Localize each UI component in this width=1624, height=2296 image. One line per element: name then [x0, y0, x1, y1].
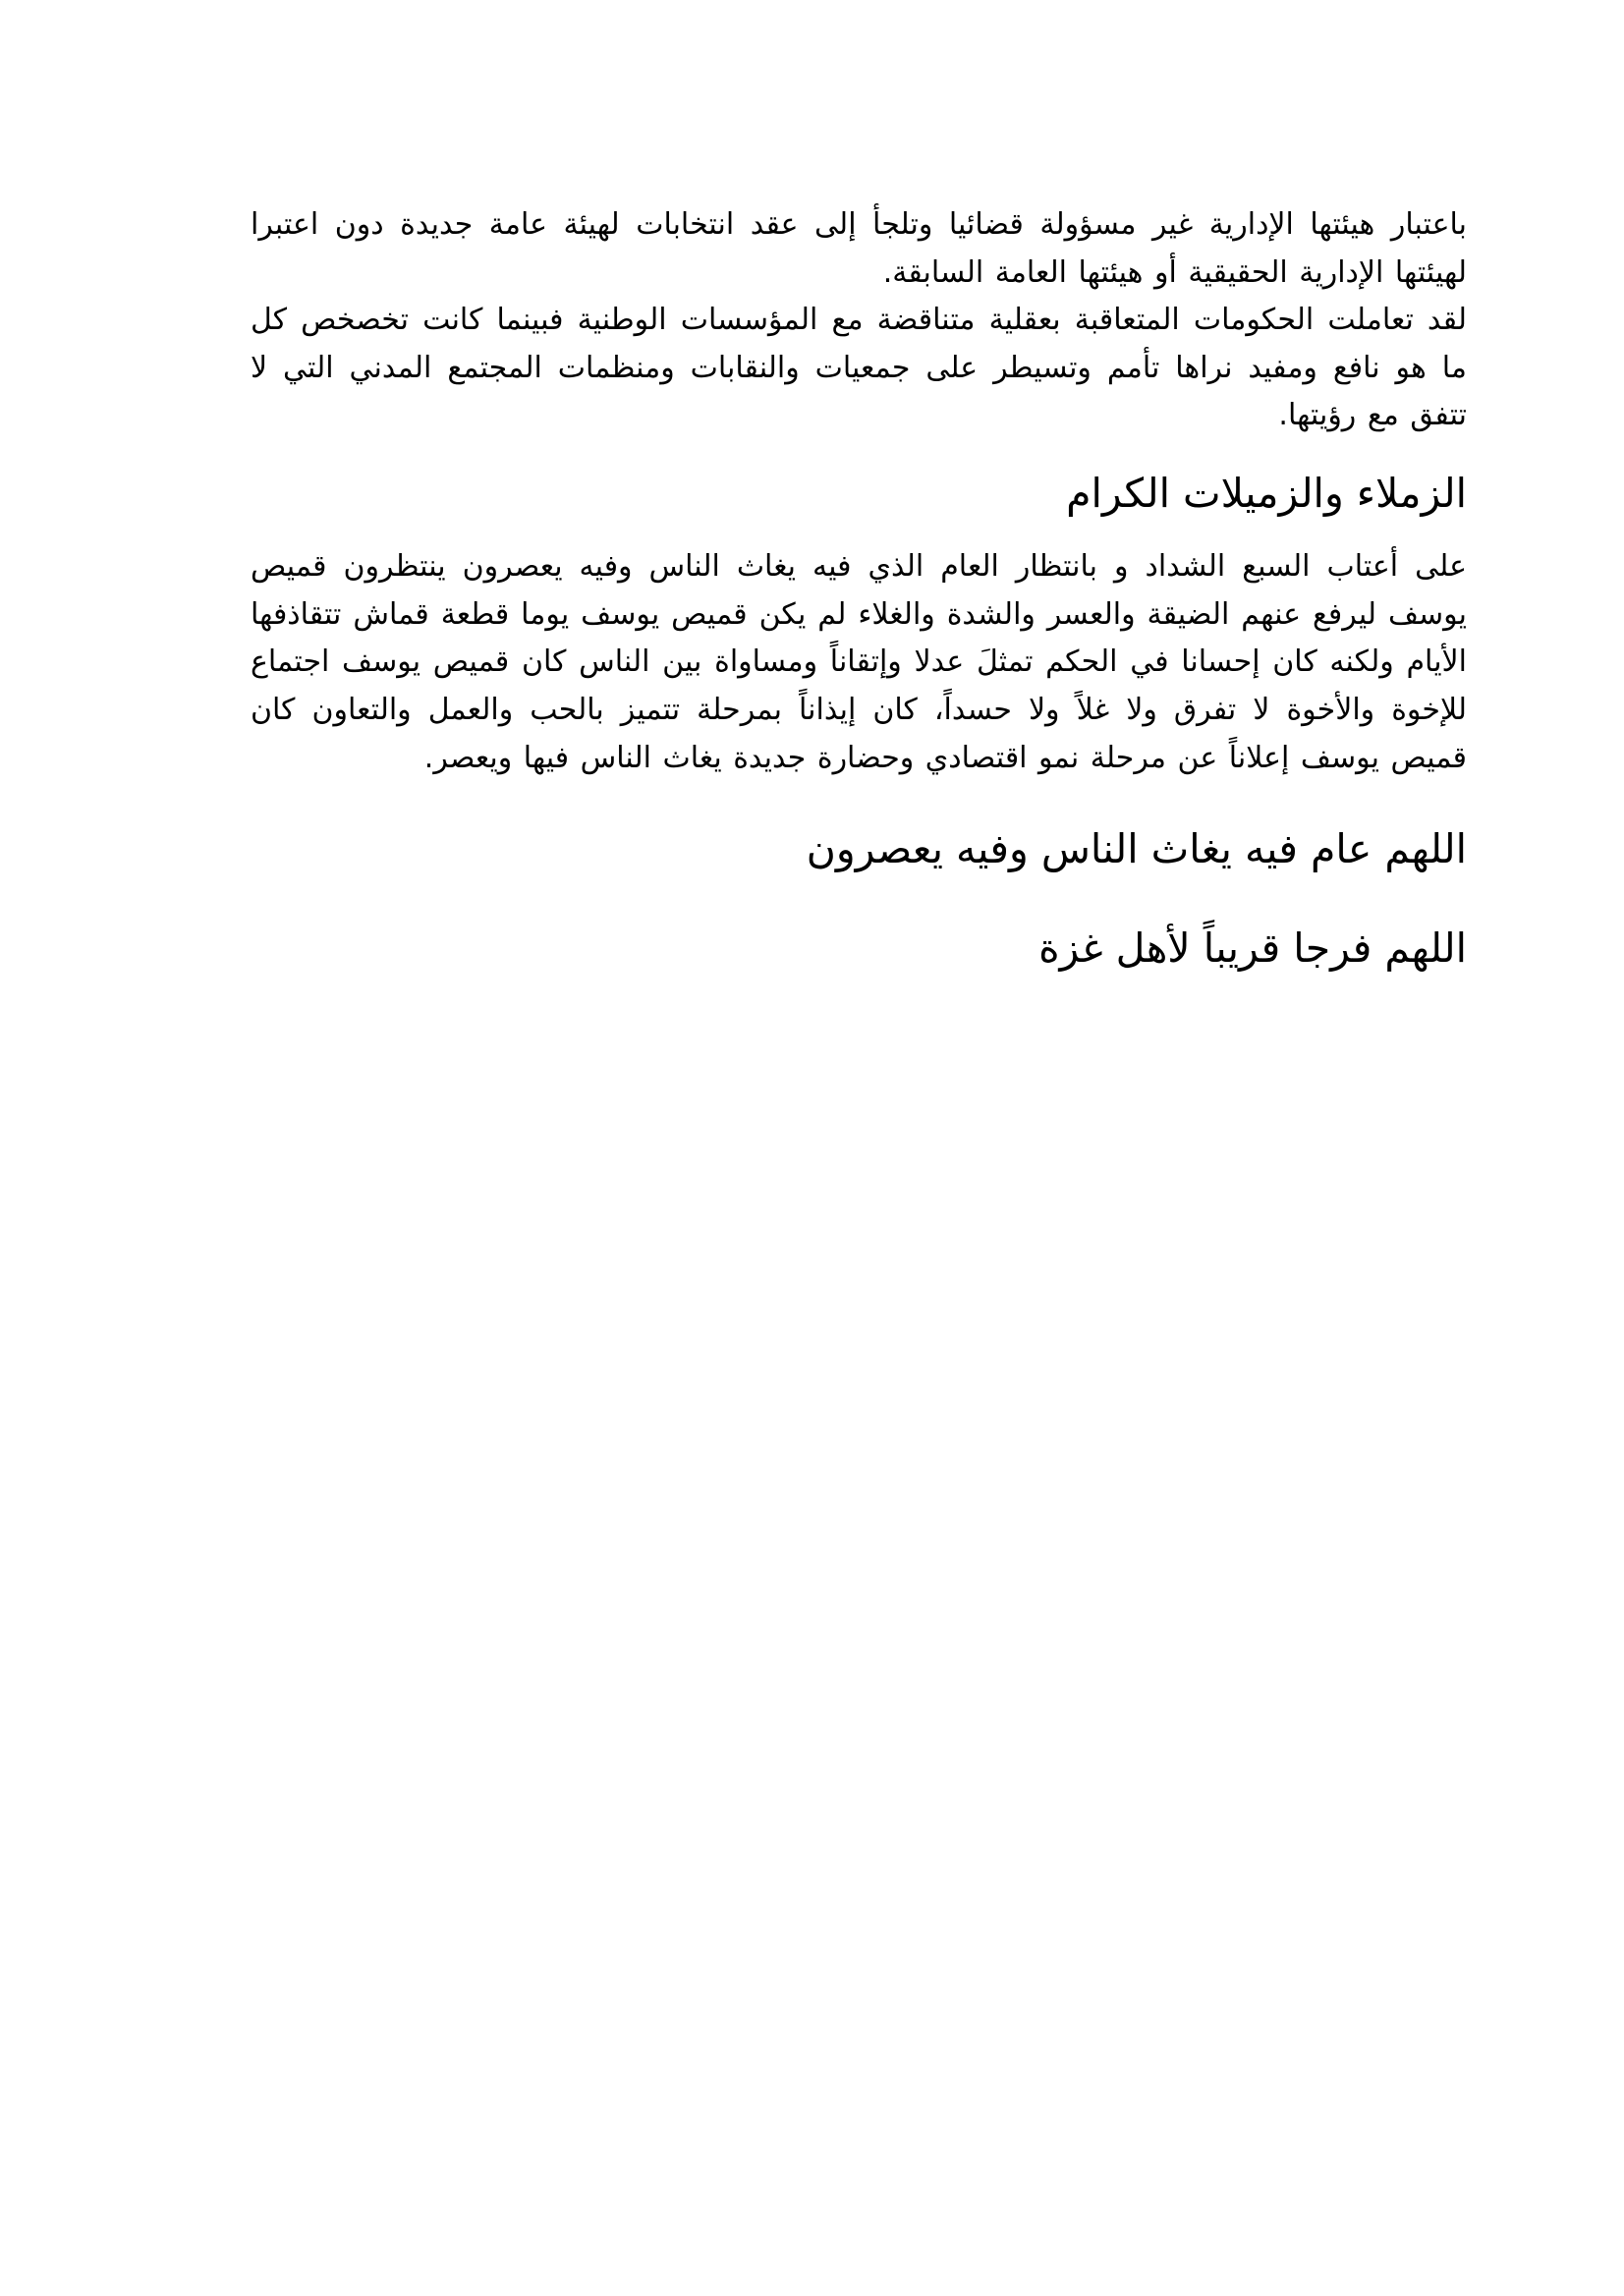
paragraph-successive-governments: لقد تعاملت الحكومات المتعاقبة بعقلية متناقضة مع المؤسسات الوطنية فبينما كانت تخصخص كل ما هو نافع ومفيد نراها تأمم وتسيطر على جمعيات والنقابات ومنظمات المجتمع المدني التي لا تتفق مع رؤيتها.	[251, 303, 1467, 433]
heading-dear-colleagues: الزملاء والزميلات الكرام	[1066, 469, 1467, 517]
dua-line-gaza: اللهم فرجا قريباً لأهل غزة	[1038, 924, 1467, 973]
paragraph-yusuf-shirt: على أعتاب السبع الشداد و بانتظار العام الذي فيه يغاث الناس وفيه يعصرون ينتظرون قميص يوسف ليرفع عنهم الضيقة والعسر والشدة والغلاء لم يكن قميص يوسف يوما قطعة قماش تتقاذفها الأيام ولكنه كان إحسانا في الحكم تمثلَ عدلا وإتقاناً ومساواة بين الناس كان قميص يوسف اجتماع للإخوة والأخوة لا تفرق ولا غلاً ولا حسداً، كان إيذاناً بمرحلة تتميز بالحب والعمل والتعاون كان قميص يوسف إعلاناً عن مرحلة نمو اقتصادي وحضارة جديدة يغاث الناس فيها ويعصر.	[251, 549, 1467, 775]
dua-line-relief-year: اللهم عام فيه يغاث الناس وفيه يعصرون	[806, 825, 1467, 873]
paragraph-administrative-body: باعتبار هيئتها الإدارية غير مسؤولة قضائيا وتلجأ إلى عقد انتخابات لهيئة عامة جديدة دون اعتبرا لهيئتها الإدارية الحقيقية أو هيئتها العامة السابقة.	[251, 207, 1467, 290]
